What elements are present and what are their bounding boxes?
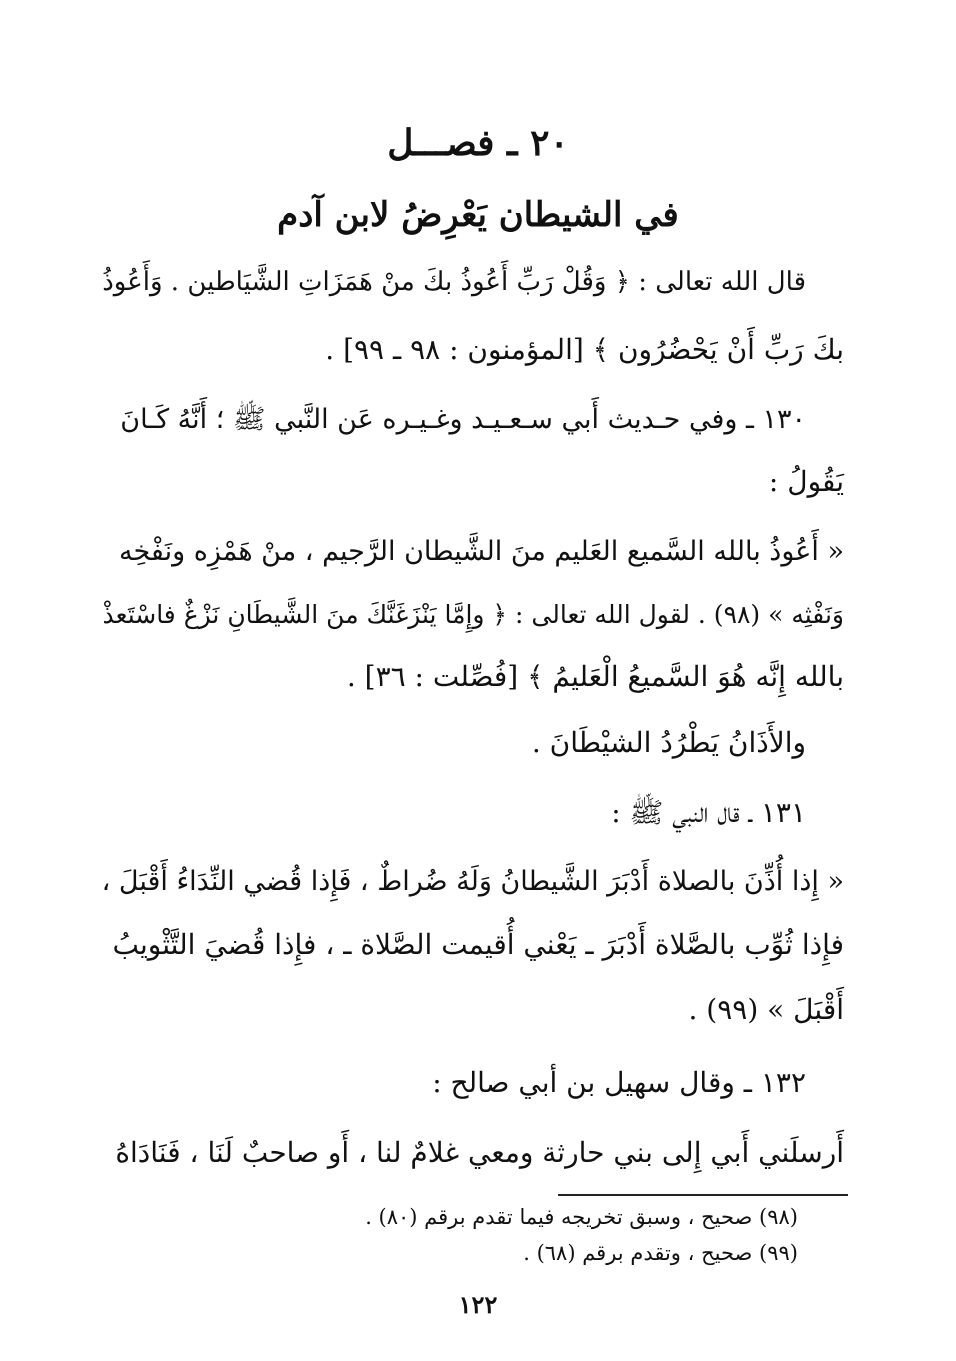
section-title: في الشيطان يَعْرِضُ لابن آدم <box>277 195 679 235</box>
body-line: ١٣١ ـ قال النبي ﷺ : <box>611 796 806 829</box>
body-line: ١٣٠ ـ وفي حـديث أَبي سـعـيـد وغـيـره عَن النَّبي ﷺ ؛ أَنَّهُ كَـانَ <box>120 404 806 435</box>
footnote: (٩٩) صحيح ، وتقدم برقم (٦٨) . <box>523 1241 798 1265</box>
body-line: والأَذَانُ يَطْرُدُ الشيْطَانَ . <box>531 726 806 759</box>
footnote-divider <box>558 1194 848 1196</box>
body-line: وَنَفْثِه » (٩٨) . لقول الله تعالى : ﴿ وإِمَّا يَنْزَغَنَّكَ منَ الشَّيطَانِ نَزْغٌ فاسْتَعذْ <box>102 600 844 629</box>
chapter-title: ٢٠ ـ فصـــل <box>387 122 569 164</box>
body-line: بالله إِنَّه هُوَ السَّميعُ الْعَليمُ ﴾ [فُصِّلت : ٣٦] . <box>346 660 844 693</box>
body-line: قال الله تعالى : ﴿ وَقُلْ رَبِّ أَعُوذُ بكَ منْ هَمَزَاتِ الشَّيَاطين . وَأَعُوذُ <box>102 267 806 297</box>
body-line: « إِذا أُذِّنَ بالصلاة أَدْبَرَ الشَّيطانُ وَلَهُ ضُراطٌ ، فَإِذا قُضي النِّدَاءُ أَقْبَلَ ، <box>101 866 844 897</box>
body-line: ١٣٢ ـ وقال سهيل بن أبي صالح : <box>432 1066 806 1099</box>
body-line: « أَعُوذُ بالله السَّميع العَليم منَ الشَّيطان الرَّجيم ، منْ هَمْزِه ونَفْخِه <box>119 536 844 567</box>
page-number: ١٢٢ <box>458 1290 498 1319</box>
body-line: يَقُولُ : <box>768 465 844 498</box>
body-line: أَقْبَلَ » (٩٩) . <box>688 993 844 1026</box>
footnote: (٩٨) صحيح ، وسبق تخريجه فيما تقدم برقم (٨٠) . <box>365 1205 798 1229</box>
body-line: فإِذا ثُوِّب بالصَّلاة أَدْبَرَ ـ يَعْني أُقيمت الصَّلاة ـ ، فإِذا قُضيَ التَّثْويبُ <box>112 928 844 961</box>
body-line: أَرسلَني أَبي إِلى بني حارثة ومعي غلامٌ لنا ، أَو صاحبٌ لَنَا ، فَنَادَاهُ <box>115 1136 844 1169</box>
body-line: بكَ رَبِّ أَنْ يَحْضُرُون ﴾ [المؤمنون : ٩٨ ـ ٩٩] . <box>325 333 844 366</box>
